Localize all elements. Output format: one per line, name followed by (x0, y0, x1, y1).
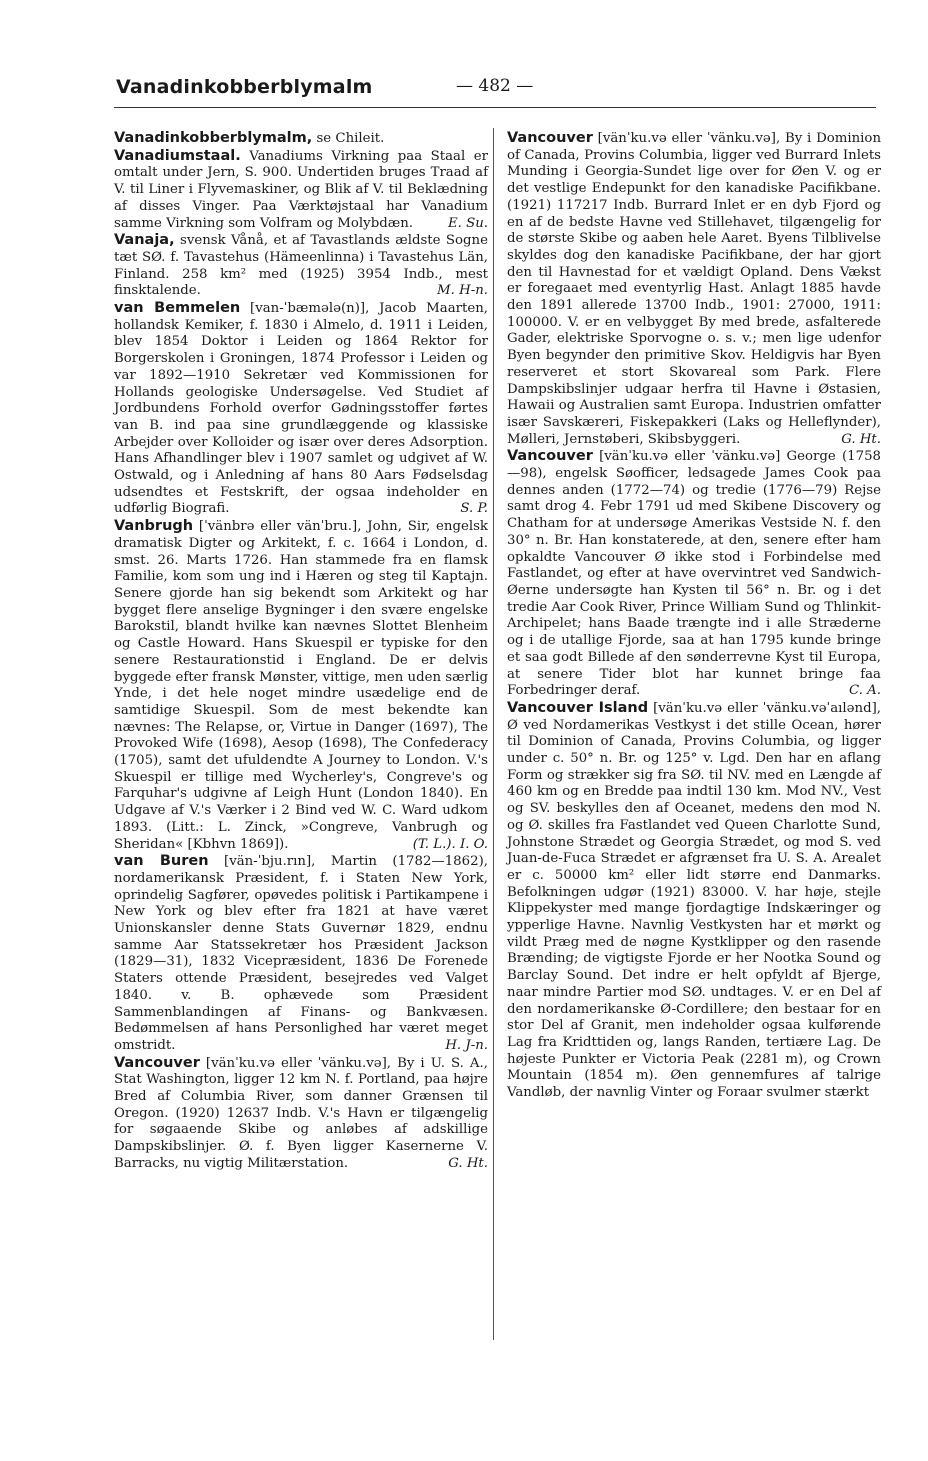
entry-signature: S. P. (460, 501, 488, 517)
entry-signature: G. Ht. (448, 1155, 488, 1171)
entry-headword: Vanadiumstaal. (114, 147, 241, 164)
entry-signature: (T. L.). I. O. (412, 836, 488, 852)
running-title: Vanadinkobberblymalm (116, 76, 373, 98)
entry-headword: Vancouver Island (507, 699, 649, 716)
entry (507, 448, 881, 700)
entry-headword: van Bemmelen (114, 300, 241, 317)
entry (114, 148, 488, 233)
header-rule (114, 107, 876, 108)
entry-text: [vänˈku.və eller ˈvänku.və], By i U. S. A., Stat Washington, ligger 12 km N. f. Portland, paa højre Bred af Columbia River, som danner Grænsen til Oregon. (1920) 12637 Indb. V.'s Havn er tilgængelig for søgaaende Skibe og anløbes af adskillige Dampskibslinjer. Ø. f. Byen ligger Kasernerne V. Barracks, nu vigtig Militærstation. (114, 1055, 488, 1171)
entry-signature: C. A. (849, 683, 881, 699)
entry (114, 853, 488, 1054)
column-divider (493, 128, 494, 1340)
entry (114, 1055, 488, 1173)
entry-signature: E. Su. (447, 215, 488, 231)
entry-headword: Vancouver (507, 448, 593, 465)
entry-text: [vänˈku.və eller ˈvänku.və], By i Dominion of Canada, Provins Columbia, ligger ved Burrard Inlets Munding i Georgia-Sundet lige over for Øen V. og er det vestlige Endepunkt for den kanadiske Pacifikbane. (1921) 117217 Indb. Burrard Inlet er en dyb Fjord og en af de bedste Havne ved Stillehavet, tilgængelig for de største Skibe og aaben hele Aaret. Byens Tilblivelse skyldes dog den kanadiske Pacifikbane, der har gjort den til Havnestad for et vældigt Opland. Dens Vækst er foregaaet med eventyrlig Hast. Anlagt 1885 havde den 1891 allerede 13700 Indb., 1901: 27000, 1911: 100000. V. er en velbygget By med brede, asfalterede Gader, elektriske Sporvogne o. s. v.; men lige udenfor Byen begynder den primitive Skov. Heldigvis har Byen reserveret et stort Skovareal som Park. Flere Dampskibslinjer udgaar herfra til Havne i Østasien, Hawaii og Australien samt Europa. Industrien omfatter især Savskæreri, Fiskepakkeri (Laks og Helleflynder), Mølleri, Jernstøberi, Skibsbyggeri. (507, 131, 882, 447)
entry (507, 130, 881, 448)
entry-text: [vänˈku.və eller ˈvänku.vəˈaılənd], Ø ved Nordamerikas Vestkyst i det stille Ocean, hører til Dominion of Canada, Provins Columbia, og ligger under c. 50° n. Br. og 125° v. Lgd. Den har en aflang Form og strækker sig fra SØ. til NV. med en Længde af 460 km og en Bredde paa indtil 130 km. Mod NV., Vest og SV. beskylles den af Oceanet, medens den mod N. og Ø. skilles fra Fastlandet ved Queen Charlotte Sund, Johnstone Strædet og Georgia Strædet, og mod S. ved Juan-de-Fuca Strædet er afgrænset fra U. S. A. Arealet er c. 50000 km² eller lidt større end Danmarks. Befolkningen udgør (1921) 83000. V. har høje, stejle Klippekyster med mange fjordagtige Indskæringer og ypperlige Havne. Navnlig Vestkysten har et mørkt og vildt Præg med de nøgne Kystklipper og den rasende Brænding; de vigtigste Fjorde er her Nootka Sound og Barclay Sound. Det indre er helt opfyldt af Bjerge, naar mindre Partier mod SØ. undtages. V. er en Del af den nordamerikanske Ø-Cordillere; den bestaar for en stor Del af Granit, men indeholder ogsaa kulførende Lag fra Kridttiden og, langs Randen, tertiære Lag. De højeste Punkter er Victoria Peak (2281 m), og Crown Mountain (1854 m). Øen gennemfures af talrige Vandløb, der navnlig Vinter og Foraar svulmer stærkt (507, 700, 882, 1101)
entry (114, 232, 488, 300)
entry-headword: Vancouver (114, 1054, 200, 1071)
entry-text: Vanadiums Virkning paa Staal er omtalt under Jern, S. 900. Undertiden bruges Traad af V. til Liner i Flyvemaskiner, og Blik af V. til Beklædning af disses Vinger. Paa Værktøjstaal har Vanadium samme Virkning som Volfram og Molybdæn. (114, 148, 488, 231)
entry-text: [ˈvänbrə eller vänˈbru.], John, Sir, engelsk dramatisk Digter og Arkitekt, f. c. 1664 i London, d. smst. 26. Marts 1726. Han stammede fra en flamsk Familie, kom som ung ind i Hæren og steg til Kaptajn. Senere gjorde han sig bekendt som Arkitekt og har bygget flere anselige Bygninger i den svære engelske Barokstil, blandt hvilke kan nævnes Slottet Blenheim og Castle Howard. Hans Skuespil er typiske for den senere Restaurationstid i England. De er delvis byggede efter fransk Mønster, vittige, men uden særlig Ynde, i det hele noget mindre usædelige end de samtidige Skuespil. Som de mest bekendte kan nævnes: The Relapse, or, Virtue in Danger (1697), The Provoked Wife (1698), Aesop (1698), The Confederacy (1705), samt det ufuldendte A Journey to London. V.'s Skuespil er tillige med Wycherley's, Congreve's og Farquhar's udgivne af Leigh Hunt (London 1840). En Udgave af V.'s Værker i 2 Bind ved W. C. Ward udkom 1893. (Litt.: L. Zinck, »Congreve, Vanbrugh og Sheridan« [Kbhvn 1869]). (114, 519, 488, 852)
entry (114, 300, 488, 518)
entry-headword: Vancouver (507, 130, 593, 146)
right-column (507, 130, 881, 1102)
entry-headword: Vanaja, (114, 232, 175, 249)
entry-text: [van-ˈbæmələ(n)], Jacob Maarten, hollandsk Kemiker, f. 1830 i Almelo, d. 1911 i Leiden, blev 1854 Doktor i Leiden og 1864 Rektor for Borgerskolen i Groningen, 1874 Professor i Leiden og var 1892—1910 Sekretær ved Kommissionen for Hollands geologiske Undersøgelse. Ved Studiet af Jordbundens Forhold overfor Gødningsstoffer førtes van B. ind paa sine grundlæggende og klassiske Arbejder over Kolloider og især over deres Adsorption. Hans Afhandlinger blev i 1907 samlet og udgivet af W. Ostwald, og i Anledning af hans 80 Aars Fødselsdag udsendtes et Festskrift, der ogsaa indeholder en udførlig Biografi. (114, 301, 488, 517)
entry-signature: H. J-n. (445, 1037, 488, 1053)
entry (114, 130, 488, 148)
entry-text: [vän-ˈbju.rın], Martin (1782—1862), nordamerikansk Præsident, f. i Staten New York, oprindelig Sagfører, opøvedes politisk i Partikampene i New York og blev efter fra 1821 at have været Unionskansler denne Stats Guvernør 1829, endnu samme Aar Statssekretær hos Præsident Jackson (1829—31), 1832 Vicepræsident, 1836 De Forenede Staters ottende Præsident, besejredes ved Valget 1840. v. B. ophævede som Præsident Sammenblandingen af Finans- og Bankvæsen. Bedømmelsen af hans Personlighed har været meget omstridt. (114, 854, 488, 1053)
entry-headword: Vanadinkobberblymalm, (114, 130, 313, 146)
left-column (114, 130, 488, 1173)
entry-text: se Chileit. (316, 131, 385, 146)
page-header (116, 76, 876, 104)
entry-text: svensk Vånå, et af Tavastlands ældste Sogne tæt SØ. f. Tavastehus (Hämeenlinna) i Tavastehus Län, Finland. 258 km² med (1925) 3954 Indb., mest finsktalende. (114, 233, 488, 299)
entry (507, 700, 881, 1102)
entry-text: [vänˈku.və eller ˈvänku.və] George (1758—98), engelsk Søofficer, ledsagede James Cook paa dennes anden (1772—74) og tredie (1776—79) Rejse samt drog 4. Febr 1791 ud med Skibene Discovery og Chatham for at undersøge Amerikas Vestside N. f. den 30° n. Br. Han konstaterede, at den, senere efter ham opkaldte Vancouver Ø ikke stod i Forbindelse med Fastlandet, og efter at have overvintret ved Sandwich-Øerne undersøgte han Kysten til 56° n. Br. og i det tredie Aar Cook River, Prince William Sund og Thlinkit-Archipelet; hans Baade trængte ind i alle Stræderne og i de utallige Fjorde, saa at han 1795 kunde bringe et saa godt Billede af den sønderrevne Kyst til Europa, at senere Tider blot har kunnet bringe faa Forbedringer deraf. (507, 449, 881, 699)
entry-signature: G. Ht. (841, 431, 881, 447)
entry-headword: Vanbrugh (114, 518, 194, 535)
entry-signature: M. H-n. (437, 283, 488, 299)
entry-headword: van Buren (114, 853, 209, 870)
page-number: — 482 — (456, 76, 534, 96)
entry (114, 518, 488, 853)
